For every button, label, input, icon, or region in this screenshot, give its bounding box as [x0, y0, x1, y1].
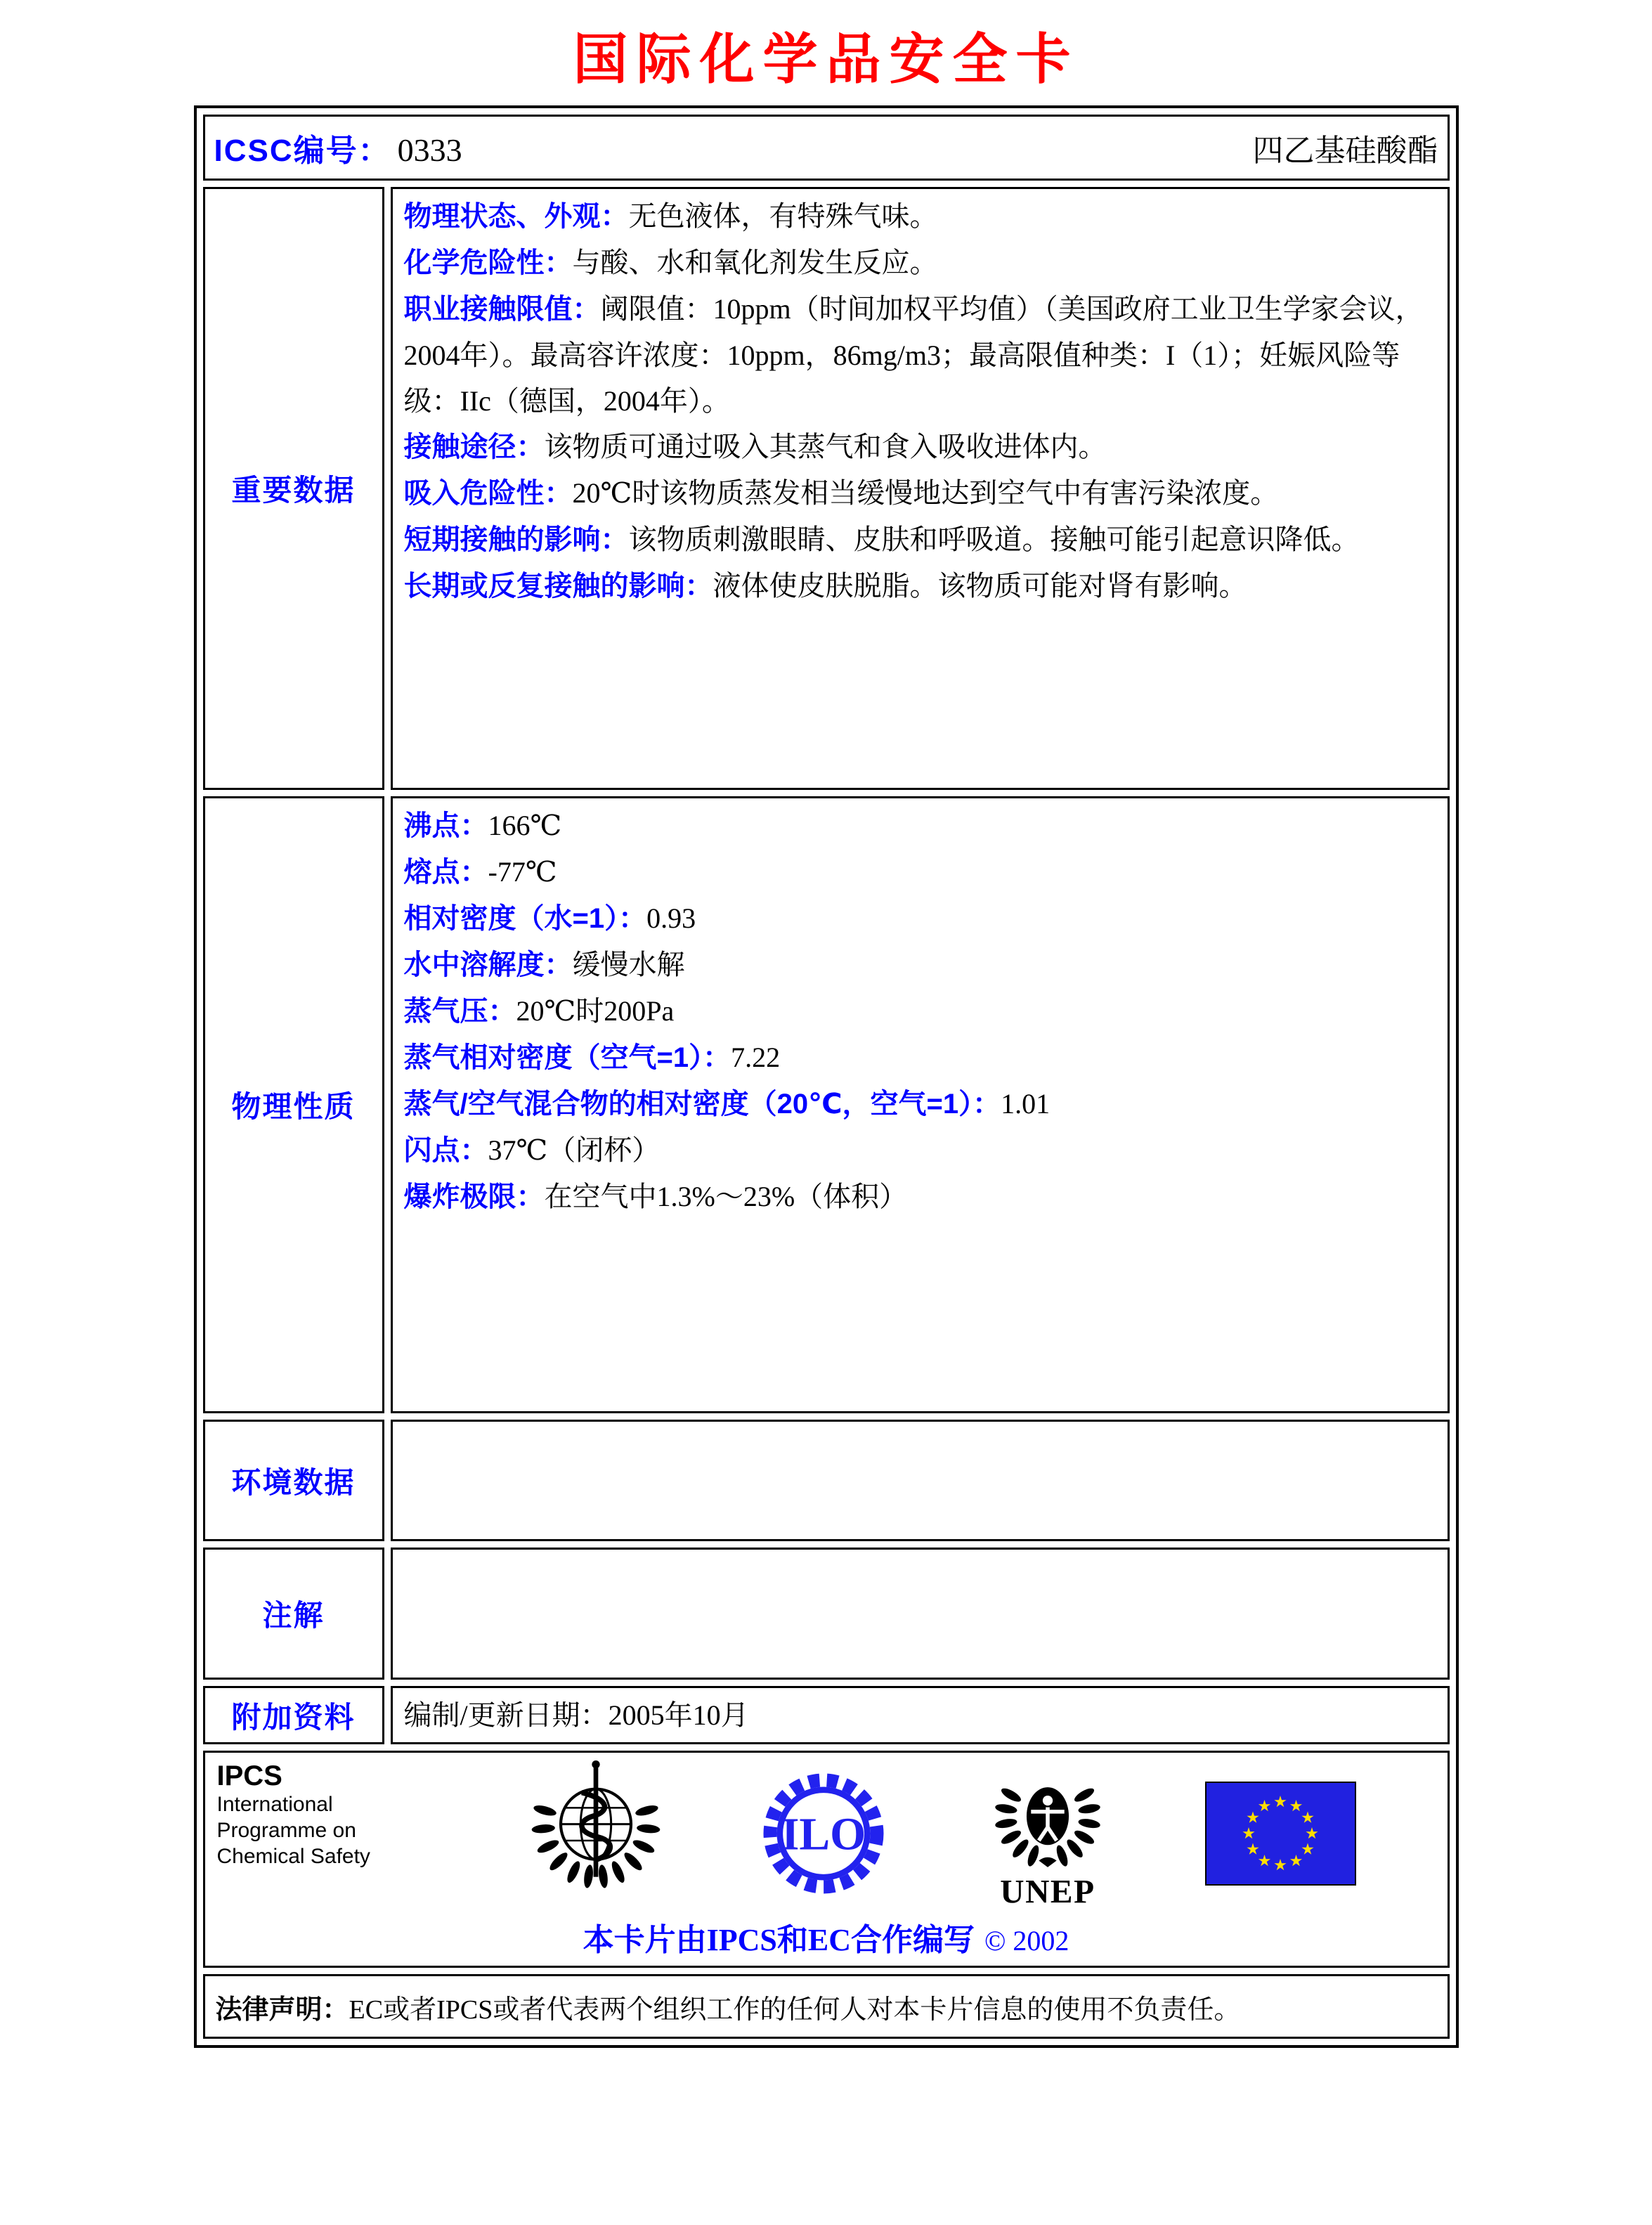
icsc-number-label: ICSC编号： — [214, 134, 391, 168]
important-data-content — [391, 187, 1450, 790]
unep-logo-icon — [981, 1758, 1114, 1913]
important-data-label-cell — [203, 187, 384, 790]
important-item: 吸入危险性：20℃时该物质蒸发相当缓慢地达到空气中有害污染浓度。 — [403, 477, 1279, 509]
ipcs-line: Chemical Safety — [216, 1845, 370, 1868]
physical-properties-row — [203, 796, 1450, 1413]
physical-item: 相对密度（水=1）：0.93 — [403, 902, 696, 934]
header-row — [203, 115, 1450, 181]
credit-year: © 2002 — [984, 1925, 1069, 1957]
important-item: 物理状态、外观：无色液体，有特殊气味。 — [403, 200, 938, 232]
important-item: 长期或反复接触的影响：液体使皮肤脱脂。该物质可能对肾有影响。 — [403, 570, 1247, 602]
who-logo-icon — [526, 1756, 666, 1914]
ipcs-block — [206, 1753, 435, 1869]
page-title: 国际化学品安全卡 — [573, 29, 1079, 90]
notes-label: 注解 — [262, 1599, 325, 1632]
legal-cell — [203, 1974, 1450, 2039]
additional-info-label-cell — [203, 1686, 384, 1744]
legal-text: EC或者IPCS或者代表两个组织工作的任何人对本卡片信息的使用不负责任。 — [349, 1994, 1241, 2025]
footer-cell — [203, 1751, 1450, 1968]
physical-item: 闪点：37℃（闭杯） — [403, 1134, 661, 1166]
environmental-data-label: 环境数据 — [231, 1465, 356, 1499]
safety-card-table — [194, 105, 1459, 2048]
notes-label-cell — [203, 1548, 384, 1680]
credit-text: 本卡片由IPCS和EC合作编写 — [583, 1923, 975, 1957]
notes-content — [391, 1548, 1450, 1680]
eu-flag-icon — [1205, 1782, 1356, 1889]
physical-properties-label: 物理性质 — [231, 1090, 356, 1123]
additional-info-content — [391, 1686, 1450, 1744]
environmental-data-label-cell — [203, 1420, 384, 1541]
physical-item: 蒸气压：20℃时200Pa — [403, 995, 675, 1027]
legal-row — [203, 1974, 1450, 2039]
physical-item: 熔点：-77℃ — [403, 856, 557, 888]
ilo-logo-icon — [757, 1767, 890, 1904]
header-cell — [203, 115, 1450, 181]
update-date-label: 编制/更新日期： — [403, 1699, 609, 1731]
additional-info-label: 附加资料 — [231, 1700, 356, 1734]
logos-strip — [435, 1753, 1447, 1914]
important-item: 职业接触限值：阈限值：10ppm（时间加权平均值）（美国政府工业卫生学家会议，2004年）。最高容许浓度：10ppm，86mg/m3；最高限值种类：I（1）；妊娠风险等级：IIc（德国，2004年）。 — [403, 293, 1424, 417]
physical-item: 沸点：166℃ — [403, 810, 562, 841]
ipcs-line: Programme on — [216, 1819, 356, 1842]
chemical-name: 四乙基硅酸酯 — [1252, 134, 1438, 168]
ipcs-line: International — [216, 1793, 333, 1816]
legal-label: 法律声明： — [215, 1994, 349, 2025]
credit-line — [206, 1914, 1447, 1965]
physical-item: 蒸气相对密度（空气=1）：7.22 — [403, 1042, 781, 1073]
ipcs-acronym: IPCS — [216, 1760, 282, 1791]
physical-item: 爆炸极限：在空气中1.3%～23%（体积） — [403, 1181, 908, 1212]
important-item: 接触途径：该物质可通过吸入其蒸气和食入吸收进体内。 — [403, 431, 1107, 462]
physical-item: 水中溶解度：缓慢水解 — [403, 949, 685, 980]
important-item: 短期接触的影响：该物质刺激眼睛、皮肤和呼吸道。接触可能引起意识降低。 — [403, 524, 1360, 555]
environmental-data-row — [203, 1420, 1450, 1541]
ilo-logo-text: ILO — [781, 1809, 866, 1860]
icsc-number-value: 0333 — [397, 132, 462, 168]
icsc-number-group — [214, 125, 462, 170]
notes-row — [203, 1548, 1450, 1680]
physical-properties-label-cell — [203, 796, 384, 1413]
important-item: 化学危险性：与酸、水和氧化剂发生反应。 — [403, 247, 938, 278]
important-data-row — [203, 187, 1450, 790]
unep-logo-text: UNEP — [999, 1874, 1095, 1909]
physical-properties-content — [391, 796, 1450, 1413]
footer-row — [203, 1751, 1450, 1968]
environmental-data-content — [391, 1420, 1450, 1541]
important-data-label: 重要数据 — [231, 474, 356, 507]
physical-item: 蒸气/空气混合物的相对密度（20℃，空气=1）：1.01 — [403, 1088, 1051, 1120]
update-date-value: 2005年10月 — [608, 1699, 749, 1731]
additional-info-row — [203, 1686, 1450, 1744]
